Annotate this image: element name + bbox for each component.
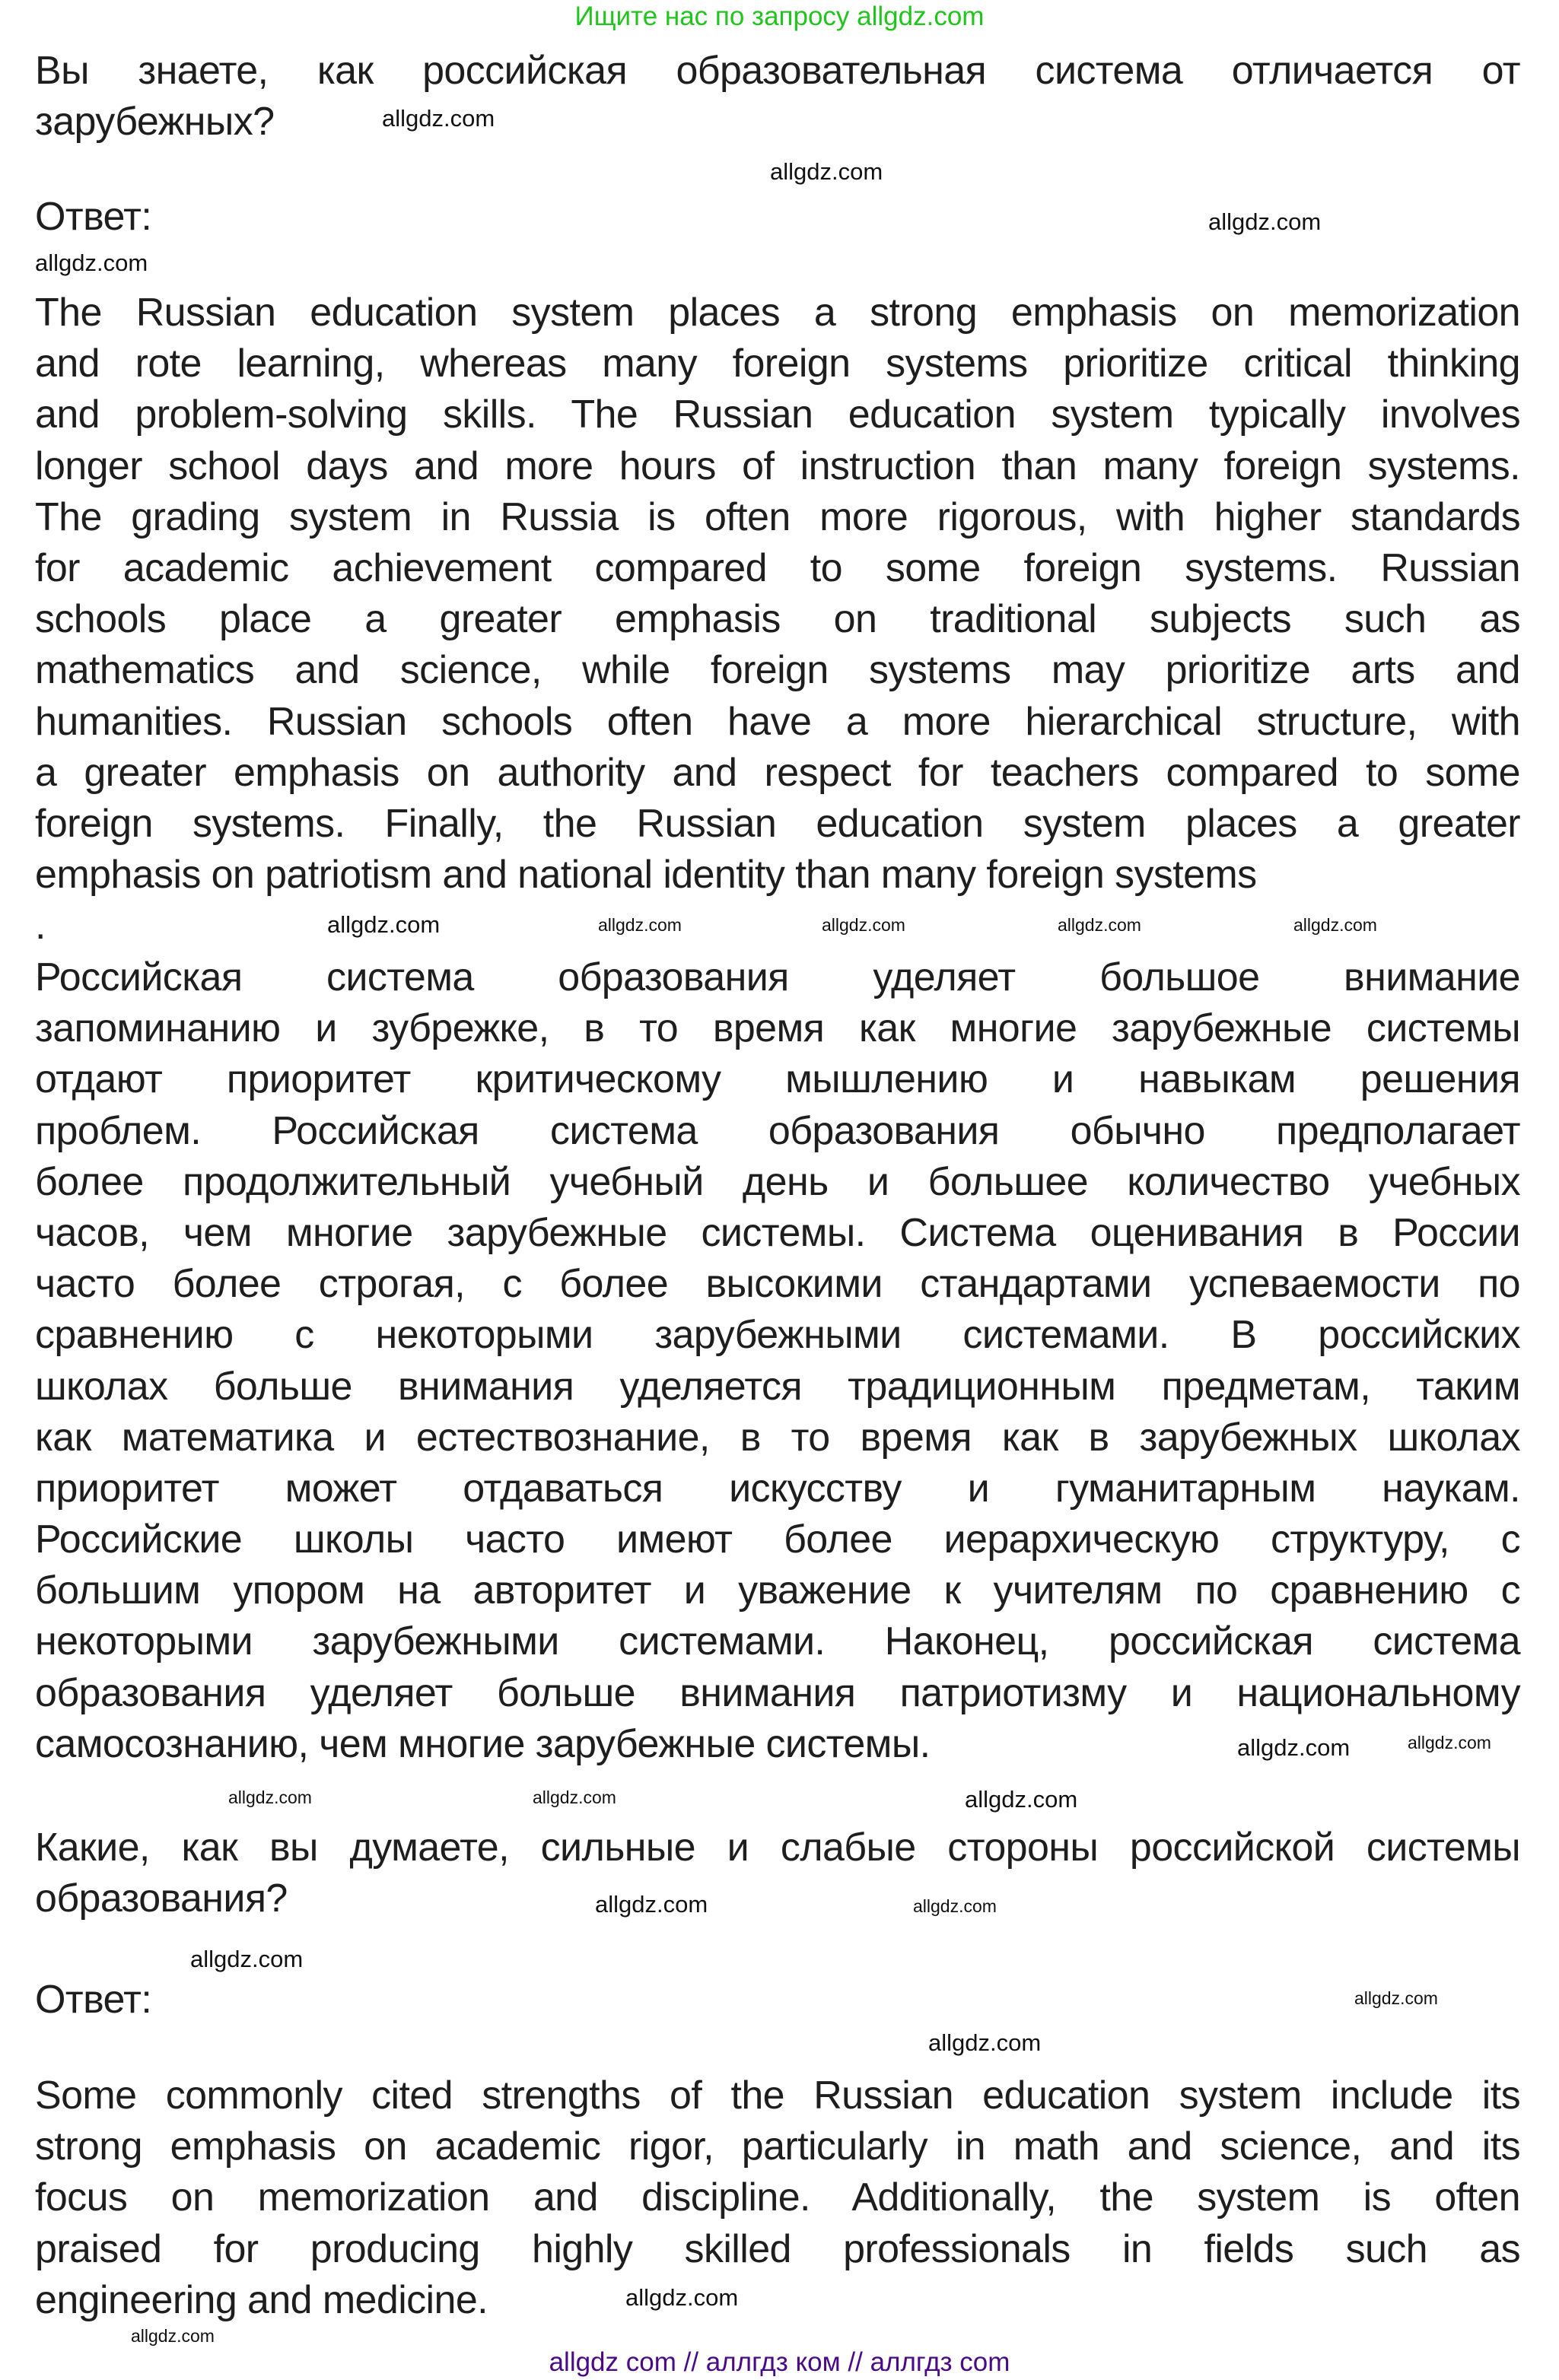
watermark: allgdz.com <box>595 1891 708 1918</box>
text-line: Some commonly cited strengths of the Russian education system include its <box>35 2073 1520 2118</box>
text-line: strong emphasis on academic rigor, particularly in math and science, and its <box>35 2124 1520 2169</box>
text-line: a greater emphasis on authority and respect for teachers compared to some <box>35 750 1520 795</box>
watermark: allgdz.com <box>625 2284 739 2311</box>
watermark: allgdz.com <box>965 1786 1078 1813</box>
text-line: сравнению с некоторыми зарубежными системами. В российских <box>35 1313 1520 1358</box>
watermark: allgdz.com <box>327 911 441 938</box>
text-line: более продолжительный учебный день и большее количество учебных <box>35 1159 1520 1204</box>
answer-2-label <box>35 1975 1520 2026</box>
footer-links: allgdz com // аллгдз ком // аллгдз com <box>549 2347 1010 2377</box>
answer-label: Ответ: <box>35 1978 152 2022</box>
watermark: allgdz.com <box>131 2326 215 2346</box>
answer-1-english <box>35 288 1520 952</box>
text-line: отдают приоритет критическому мышлению и навыкам решения <box>35 1057 1520 1102</box>
watermark: allgdz.com <box>1058 915 1141 935</box>
text-line: Российские школы часто имеют более иерархическую структуру, с <box>35 1517 1520 1562</box>
text-line: зарубежных? <box>35 100 275 145</box>
watermark: allgdz.com <box>770 158 883 185</box>
text-line: humanities. Russian schools often have a more hierarchical structure, with <box>35 699 1520 744</box>
text-line: and rote learning, whereas many foreign systems prioritize critical thinking <box>35 342 1520 386</box>
text-line: как математика и естествознание, в то время как в зарубежных школах <box>35 1415 1520 1460</box>
text-line: некоторыми зарубежными системами. Наконец, российская система <box>35 1619 1520 1664</box>
text-line: образования уделяет больше внимания патриотизму и национальному <box>35 1670 1520 1715</box>
text-line: schools place a greater emphasis on traditional subjects such as <box>35 597 1520 642</box>
question-2 <box>35 1822 1520 1924</box>
text-line: for academic achievement compared to some foreign systems. Russian <box>35 545 1520 590</box>
watermark: allgdz.com <box>1208 208 1322 235</box>
watermark: allgdz.com <box>1237 1734 1351 1761</box>
header-banner: Ищите нас по запросу allgdz.com <box>574 2 985 31</box>
text-line: The Russian education system places a strong emphasis on memorization <box>35 291 1520 335</box>
watermark: allgdz.com <box>1293 915 1377 935</box>
text-line: focus on memorization and discipline. Additionally, the system is often <box>35 2175 1520 2220</box>
text-line: engineering and medicine. <box>35 2277 488 2322</box>
text-line: школах больше внимания уделяется традиционным предметам, таким <box>35 1364 1520 1409</box>
answer-2-english <box>35 2070 1520 2326</box>
watermark: allgdz.com <box>1408 1733 1491 1752</box>
text-line: Какие, как вы думаете, сильные и слабые стороны российской системы <box>35 1826 1520 1870</box>
watermark: allgdz.com <box>190 1946 304 1972</box>
watermark: allgdz.com <box>913 1896 997 1916</box>
text-line: часто более строгая, с более высокими стандартами успеваемости по <box>35 1262 1520 1307</box>
text-line: Вы знаете, как российская образовательная система отличается от <box>35 49 1520 93</box>
answer-1-russian <box>35 952 1520 1770</box>
text-line: and problem-solving skills. The Russian education system typically involves <box>35 392 1520 437</box>
question-1 <box>35 46 1520 148</box>
text-line: Российская система образования уделяет большое внимание <box>35 955 1520 999</box>
text-line: mathematics and science, while foreign systems may prioritize arts and <box>35 648 1520 693</box>
text-line: проблем. Российская система образования обычно предполагает <box>35 1108 1520 1153</box>
text-line: часов, чем многие зарубежные системы. Система оценивания в России <box>35 1210 1520 1255</box>
text-line: . <box>35 904 46 949</box>
text-line: emphasis on patriotism and national identity than many foreign systems <box>35 853 1257 898</box>
watermark: allgdz.com <box>533 1787 616 1807</box>
watermark: allgdz.com <box>382 105 495 132</box>
watermark: allgdz.com <box>228 1787 312 1807</box>
text-line: большим упором на авторитет и уважение к учителям по сравнению с <box>35 1568 1520 1613</box>
text-line: The grading system in Russia is often more rigorous, with higher standards <box>35 494 1520 539</box>
watermark: allgdz.com <box>822 915 905 935</box>
text-line: самосознанию, чем многие зарубежные системы. <box>35 1721 931 1766</box>
text-line: longer school days and more hours of instruction than many foreign systems. <box>35 443 1520 488</box>
text-line: приоритет может отдаваться искусству и гуманитарным наукам. <box>35 1466 1520 1511</box>
watermark: allgdz.com <box>35 249 148 276</box>
text-line: образования? <box>35 1876 288 1921</box>
text-line: foreign systems. Finally, the Russian education system places a greater <box>35 801 1520 846</box>
text-line: запоминанию и зубрежке, в то время как многие зарубежные системы <box>35 1006 1520 1051</box>
answer-label: Ответ: <box>35 195 152 239</box>
watermark: allgdz.com <box>598 915 682 935</box>
watermark: allgdz.com <box>928 2029 1042 2056</box>
watermark: allgdz.com <box>1354 1988 1438 2008</box>
text-line: praised for producing highly skilled professionals in fields such as <box>35 2226 1520 2271</box>
